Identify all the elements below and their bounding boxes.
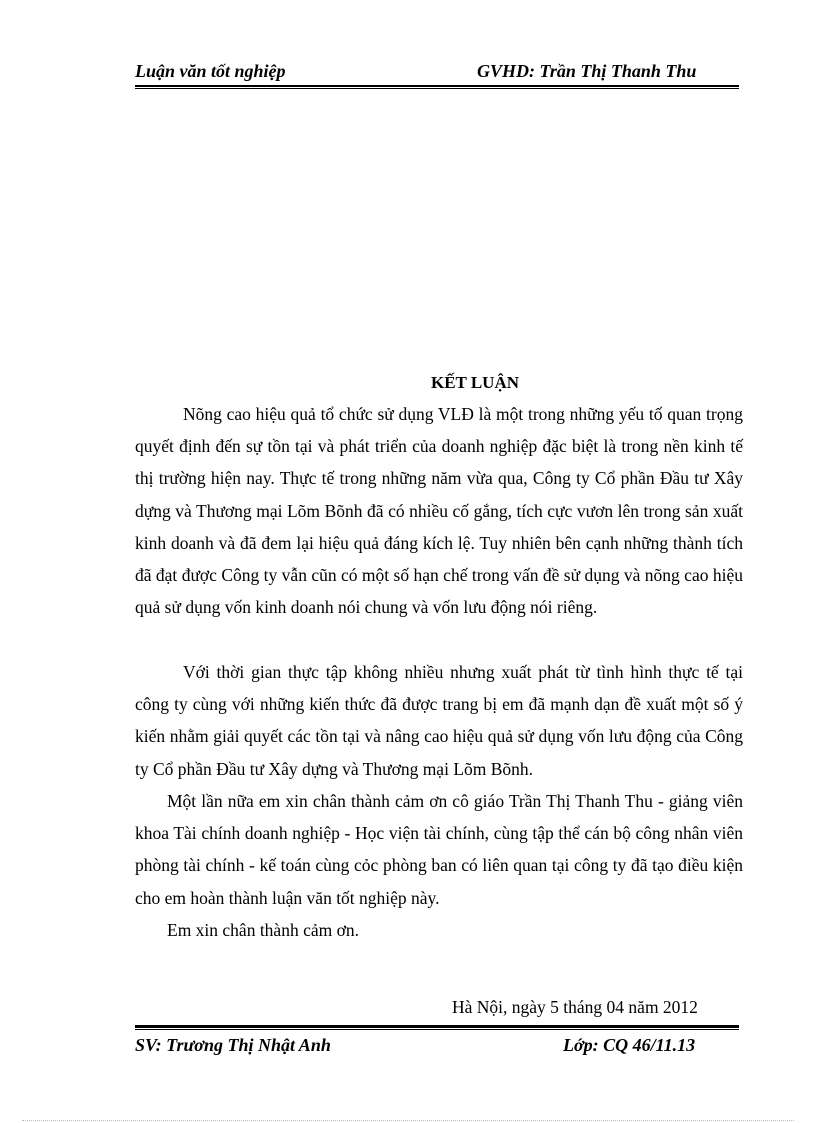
footer-class: Lớp: CQ 46/11.13 <box>563 1035 696 1055</box>
section-title: KẾT LUẬN <box>430 373 519 392</box>
paragraph-3: Một lần nữa em xin chân thành cảm ơn cô giáo Trần Thị Thanh Thu - giảng viên khoa Tài chính doanh nghiệp - Học viện tài chính, cùng tập thể cán bộ công nhân viên phòng tài chính - kế toán cùng cỏc phòng ban có liên quan tại công ty đã tạo điều kiện cho em hoàn thành luận văn tốt nghiệp này. <box>135 791 743 908</box>
page-header <box>135 58 739 84</box>
paragraph-1: Nõng cao hiệu quả tổ chức sử dụng VLĐ là một trong những yếu tố quan trọng quyết định đến sự tồn tại và phát triển của doanh nghiệp đặc biệt là trong nền kinh tế thị trường hiện nay. Thực tế trong những năm vừa qua, Công ty Cổ phần Đầu tư Xây dựng và Thương mại Lõm Bõnh đã có nhiều cố gắng, tích cực vươn lên trong sản xuất kinh doanh và đã đem lại hiệu quả đáng kích lệ. Tuy nhiên bên cạnh những thành tích đã đạt được Công ty vẫn cũn có một số hạn chế trong vấn đề sử dụng và nõng cao hiệu quả sử dụng vốn kinh doanh nói chung và vốn lưu động nói riêng. <box>135 404 743 618</box>
footer-divider <box>135 1025 739 1030</box>
page-footer <box>135 1032 739 1058</box>
header-divider <box>135 85 739 89</box>
signature-date: Hà Nội, ngày 5 tháng 04 năm 2012 <box>452 997 698 1017</box>
footer-student: SV: Trương Thị Nhật Anh <box>135 1035 331 1055</box>
paragraph-2: Với thời gian thực tập không nhiều nhưng xuất phát từ tình hình thực tế tại công ty cùng với những kiến thức đã được trang bị em đã mạnh dạn đề xuất một số ý kiến nhằm giải quyết các tồn tại và nâng cao hiệu quả sử dụng vốn lưu động của Công ty Cổ phần Đầu tư Xây dựng và Thương mại Lõm Bõnh. <box>135 662 743 779</box>
header-supervisor: GVHD: Trần Thị Thanh Thu <box>477 61 697 81</box>
page-edge-border <box>22 1120 794 1121</box>
header-thesis-label: Luận văn tốt nghiệp <box>135 61 286 81</box>
paragraph-4: Em xin chân thành cảm ơn. <box>167 920 359 940</box>
